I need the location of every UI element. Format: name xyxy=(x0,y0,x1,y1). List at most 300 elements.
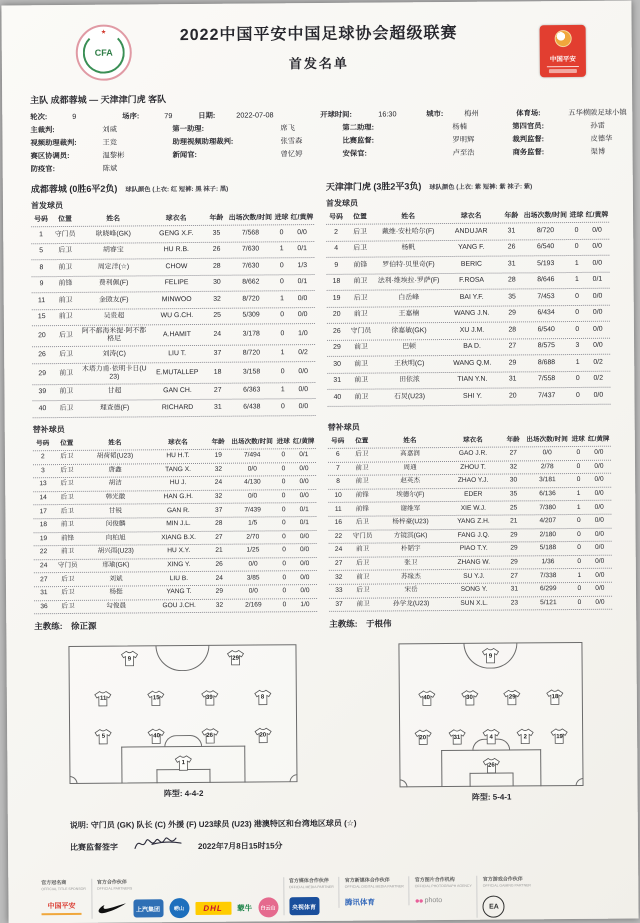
player-cell: 杨梓豪(U23) xyxy=(392,518,429,526)
player-cell: 木塔力甫·依明卡日(U23) xyxy=(81,364,147,381)
info-label: 新闻官: xyxy=(172,149,197,160)
info-value: 温黎彬 xyxy=(102,150,125,160)
player-cell: 后卫 xyxy=(61,602,75,610)
player-cell: 27 xyxy=(509,449,517,457)
player-cell: 8/720 xyxy=(242,349,261,357)
player-cell: 0/0 xyxy=(297,228,307,236)
shirt-number: 18 xyxy=(551,694,559,701)
sponsor-logos xyxy=(97,897,278,918)
player-cell: 前卫 xyxy=(353,310,368,318)
player-cell: 胡睿宝 xyxy=(103,246,124,254)
player-cell: YANG F. xyxy=(458,243,485,252)
baiyunshan-logo-icon: 白云山 xyxy=(258,897,278,917)
signature-datetime: 2022年7月8日15时15分 xyxy=(197,840,283,851)
player-cell: SONG Y. xyxy=(460,585,488,594)
player-cell: 7/439 xyxy=(244,506,261,514)
player-cell: 0 xyxy=(577,558,582,566)
player-cell: 1/3 xyxy=(297,261,308,269)
player-cell: 8/688 xyxy=(537,358,556,367)
player-cell: 0/0 xyxy=(594,530,605,538)
info-label: 第一助理: xyxy=(172,123,205,134)
info-label: 比赛监督: xyxy=(342,135,375,145)
player-cell: 0/0 xyxy=(592,243,603,251)
player-cell: 0/0 xyxy=(248,587,258,595)
sponsor-group-title: 官方媒体合作伙伴 xyxy=(288,878,329,885)
home-team-colors: 球队颜色 (上衣: 红 短裤: 黑 袜子: 黑) xyxy=(125,185,229,194)
player-cell: 0/0 xyxy=(247,492,258,500)
sponsor-group-title: 官方图片合作机构 xyxy=(414,877,455,884)
player-shirt xyxy=(148,728,166,744)
player-cell: 0/1 xyxy=(299,519,309,527)
info-value: 卢至浩 xyxy=(452,147,475,157)
player-cell: 0/0 xyxy=(593,325,603,333)
player-cell: 0 xyxy=(576,517,581,525)
player-cell: 埃德尔(F) xyxy=(396,491,425,499)
home-coach-label: 主教练: xyxy=(34,621,63,632)
player-cell: 20 xyxy=(332,311,341,319)
player-cell: 0/0 xyxy=(594,476,604,484)
player-shirt xyxy=(482,729,500,745)
player-cell: ZHOU T. xyxy=(460,463,486,471)
player-cell: 0 xyxy=(575,292,580,300)
player-cell: 8/720 xyxy=(242,295,260,303)
player-cell: 勾俊晨 xyxy=(106,602,127,610)
sponsor-group-subtitle: OFFICIAL DIGITAL MEDIA PARTNER xyxy=(344,884,404,889)
sponsor-group-title: 官方冠名商 xyxy=(41,880,67,887)
signature-row xyxy=(70,835,614,855)
player-cell: 徐嘉敏(GK) xyxy=(391,326,427,335)
player-cell: 0/0 xyxy=(592,292,603,300)
icphoto-text: photo xyxy=(424,897,443,905)
player-cell: 20 xyxy=(38,332,46,340)
player-cell: 胡洁 xyxy=(108,480,122,488)
player-cell: 1/0 xyxy=(300,600,310,608)
player-cell: 0/0 xyxy=(594,517,604,525)
info-value: 渠博 xyxy=(590,146,606,156)
player-cell: 16 xyxy=(334,519,343,527)
player-cell: HU R.B. xyxy=(163,246,189,254)
saic-logo-icon: 上汽集团 xyxy=(133,899,163,917)
player-cell: 5/121 xyxy=(540,598,557,607)
player-cell: GOU J.CH. xyxy=(162,601,196,610)
player-cell: 0/1 xyxy=(299,451,309,459)
tencent-logo-icon: 腾讯体育 xyxy=(344,897,375,907)
player-cell: 10 xyxy=(334,491,342,499)
column-header: 球衣名 xyxy=(462,436,483,444)
player-cell: 30 xyxy=(333,360,341,368)
player-cell: 26 xyxy=(507,243,516,251)
player-cell: 前卫 xyxy=(356,546,370,554)
player-cell: 0 xyxy=(281,451,286,459)
player-cell: 31 xyxy=(333,377,342,385)
player-shirt xyxy=(147,690,165,706)
player-cell: 0/0 xyxy=(542,449,552,457)
player-cell: 2 xyxy=(334,228,339,236)
player-cell: 后卫 xyxy=(59,350,74,358)
player-cell: 0 xyxy=(575,391,580,399)
info-label: 视频助理裁判: xyxy=(30,137,77,148)
player-cell: 杨帆 xyxy=(401,244,416,252)
player-cell: 罗伯特·贝里奇(F) xyxy=(382,260,435,269)
player-cell: 0 xyxy=(577,530,581,538)
sponsor-group-subtitle: OFFICIAL GAMING PARTNER xyxy=(482,883,531,888)
player-cell: 0 xyxy=(575,309,580,317)
player-shirt xyxy=(94,728,112,744)
player-cell: 0 xyxy=(282,533,286,541)
formation-row xyxy=(77,689,290,707)
player-cell: 6/363 xyxy=(243,386,261,394)
player-cell: 吴贵超 xyxy=(103,312,125,320)
column-header: 姓名 xyxy=(106,215,121,223)
cfa-logo xyxy=(76,24,132,80)
player-cell: 前锋 xyxy=(355,505,369,513)
shirt-number: 30 xyxy=(466,694,473,701)
player-cell: 31 xyxy=(508,375,517,383)
player-cell: 9 xyxy=(39,280,44,288)
home-subs-table xyxy=(33,435,317,614)
player-cell: 7/568 xyxy=(241,229,260,237)
player-cell: 后卫 xyxy=(355,450,369,459)
player-cell: 甘锐 xyxy=(108,507,123,515)
player-cell: 周定洋(☆) xyxy=(97,263,130,271)
player-cell: WU G.CH. xyxy=(160,312,194,320)
formation-row xyxy=(406,757,577,774)
player-cell: 35 xyxy=(508,293,516,301)
player-cell: 后卫 xyxy=(59,331,73,340)
shirt-number: 29 xyxy=(232,655,240,662)
player-cell: 32 xyxy=(215,601,224,609)
player-cell: 6 xyxy=(335,451,340,459)
player-shirt xyxy=(418,690,436,706)
player-cell: 后卫 xyxy=(355,518,370,526)
player-cell: 0 xyxy=(577,598,582,606)
player-cell: 19 xyxy=(332,294,341,302)
player-cell: EDER xyxy=(464,490,483,498)
player-cell: 29 xyxy=(510,558,518,566)
player-cell: 王嘉楠 xyxy=(398,310,420,318)
player-cell: 40 xyxy=(333,393,342,401)
column-header: 出场次数/时间 xyxy=(523,211,567,219)
player-cell: 0 xyxy=(281,465,286,473)
info-value: 79 xyxy=(164,111,173,121)
player-cell: 5 xyxy=(39,247,44,255)
player-row xyxy=(32,362,315,385)
player-cell: F.ROSA xyxy=(459,276,485,285)
player-cell: 0/0 xyxy=(299,532,310,541)
shirt-number: 29 xyxy=(508,694,516,701)
player-cell: 31 xyxy=(507,260,516,268)
home-subs-label: 替补球员 xyxy=(32,425,65,435)
player-cell: 闵俊麟 xyxy=(105,520,126,528)
home-starters-label: 首发球员 xyxy=(30,201,64,211)
shirt-number: 2 xyxy=(523,734,528,741)
player-cell: 前卫 xyxy=(355,478,369,486)
player-cell: 27 xyxy=(508,342,517,350)
info-label: 开球时间: xyxy=(320,109,352,119)
player-cell: 前锋 xyxy=(355,491,369,499)
formation-row xyxy=(76,649,289,667)
away-subs-label: 替补球员 xyxy=(327,422,360,432)
player-cell: ANDUJAR xyxy=(454,227,488,235)
column-header: 进球 xyxy=(276,437,290,445)
player-cell: 7/630 xyxy=(241,245,260,253)
page-title: 2022中国平安中国足球协会超级联赛 xyxy=(179,24,458,45)
player-cell: 1 xyxy=(575,276,579,284)
player-shirt xyxy=(120,651,138,667)
info-label: 体育场: xyxy=(516,108,541,118)
shirt-number: 8 xyxy=(260,694,265,701)
column-header: 红/黄牌 xyxy=(585,211,609,219)
sponsor-group xyxy=(477,875,536,917)
player-cell: 28 xyxy=(212,262,221,270)
player-cell: 0/0 xyxy=(299,464,309,473)
player-cell: 金敃友(F) xyxy=(98,296,129,304)
shirt-number: 4 xyxy=(489,734,493,741)
player-cell: 3/181 xyxy=(539,476,556,484)
formation-row xyxy=(406,728,577,745)
player-cell: 宋岳 xyxy=(404,586,418,594)
player-cell: 0/1 xyxy=(297,278,308,286)
player-cell: 29 xyxy=(333,344,341,352)
player-cell: 后卫 xyxy=(61,575,75,583)
info-label: 城市: xyxy=(426,109,444,119)
player-shirt xyxy=(94,690,112,706)
player-cell: 30 xyxy=(213,279,221,287)
info-value: 五华横陂足球小镇 xyxy=(568,107,627,118)
player-cell: 王秋明(C) xyxy=(394,359,425,368)
info-value: 陈斌 xyxy=(102,163,118,173)
player-cell: 26 xyxy=(215,560,223,568)
player-cell: 29 xyxy=(215,588,224,596)
player-cell: 9 xyxy=(334,261,339,269)
player-cell: 29 xyxy=(38,369,47,377)
column-header: 进球 xyxy=(569,211,584,219)
player-cell: 韩光徽 xyxy=(105,493,126,501)
sponsor-group xyxy=(91,877,283,919)
player-cell: GAN CH. xyxy=(163,387,192,395)
player-cell: 0/0 xyxy=(248,560,258,568)
player-cell: SUN X.L. xyxy=(460,599,488,607)
player-cell: 前锋 xyxy=(353,261,368,269)
column-header: 出场次数/时间 xyxy=(526,435,568,443)
info-label: 防疫官: xyxy=(30,164,56,174)
sponsor-group-subtitle: OFFICIAL PHOTOGRAPH AGENCY xyxy=(414,883,472,889)
player-cell: 后卫 xyxy=(60,507,74,515)
player-cell: 0 xyxy=(282,587,287,595)
player-cell: 0 xyxy=(576,462,581,470)
player-cell: 前卫 xyxy=(355,464,369,472)
player-cell: 1 xyxy=(574,259,579,267)
player-cell: 0 xyxy=(577,585,582,593)
shirt-number: 19 xyxy=(556,733,563,740)
column-header: 年龄 xyxy=(504,211,519,220)
player-cell: 赵英杰 xyxy=(400,477,421,485)
player-cell: 15 xyxy=(37,313,46,321)
shirt-number: 20 xyxy=(259,732,267,739)
player-row xyxy=(34,599,317,615)
column-header: 出场次数/时间 xyxy=(228,213,272,222)
player-cell: 22 xyxy=(39,548,48,556)
player-cell: 19 xyxy=(39,535,48,543)
cfa-logo-text: CFA xyxy=(94,47,113,58)
icphoto-logo-icon xyxy=(415,896,442,905)
away-coach-label: 主教练: xyxy=(329,618,358,630)
player-cell: 3 xyxy=(575,342,580,350)
player-cell: 法利·维埃拉·罗萨(F) xyxy=(377,277,440,285)
column-header: 姓名 xyxy=(401,212,416,220)
player-cell: 0/0 xyxy=(299,478,309,486)
player-cell: 胡荷韬(U23) xyxy=(96,452,134,461)
pingan-badge-text: 中国平安 xyxy=(549,55,576,64)
player-cell: 7/494 xyxy=(243,451,261,459)
player-shirt xyxy=(254,727,272,743)
nike-logo-icon xyxy=(97,903,127,915)
player-cell: 前卫 xyxy=(58,296,73,304)
player-shirt xyxy=(481,648,499,664)
player-cell: 8 xyxy=(336,478,340,486)
player-cell: 3/158 xyxy=(242,367,261,376)
player-cell: 27 xyxy=(213,387,222,395)
player-cell: HU X.Y. xyxy=(167,547,191,555)
column-header: 姓名 xyxy=(403,436,417,444)
shirt-number: 26 xyxy=(488,762,495,769)
player-shirt xyxy=(174,755,192,771)
player-cell: 0/0 xyxy=(592,259,603,267)
player-cell: 0/0 xyxy=(297,294,308,302)
player-cell: GAN R. xyxy=(166,506,190,514)
player-cell: XING Y. xyxy=(167,561,191,569)
info-label: 商务监督: xyxy=(512,147,545,157)
player-cell: 前卫 xyxy=(356,573,370,581)
player-cell: LIU T. xyxy=(168,349,187,357)
player-cell: 0 xyxy=(280,278,284,286)
away-pitch-diagram xyxy=(398,642,583,787)
sponsor-group-subtitle: OFFICIAL TITLE SPONSOR xyxy=(41,886,86,892)
match-info xyxy=(30,106,627,176)
signature-label: 比赛监督签字 xyxy=(69,842,119,852)
column-header: 红/黄牌 xyxy=(290,213,314,221)
player-shirt xyxy=(227,650,245,666)
player-cell: 19 xyxy=(214,452,222,460)
away-starters-label: 首发球员 xyxy=(325,198,359,208)
info-value: 2022-07-08 xyxy=(236,110,274,120)
player-cell: 0/0 xyxy=(594,462,604,470)
player-cell: 0 xyxy=(575,375,580,383)
sponsor-group xyxy=(409,876,477,906)
player-cell: 0/0 xyxy=(593,342,603,350)
player-cell: 0 xyxy=(282,601,287,609)
player-cell: 8/662 xyxy=(242,278,260,286)
player-shirt xyxy=(253,689,271,705)
player-cell: 0/0 xyxy=(300,587,310,595)
player-cell: GAO J.R. xyxy=(458,449,488,458)
player-cell: 29 xyxy=(508,359,517,367)
player-cell: 1/25 xyxy=(246,546,260,555)
player-cell: 前锋 xyxy=(58,280,73,288)
player-cell: 0/2 xyxy=(593,358,603,366)
laoshan-logo-icon: 崂山 xyxy=(169,898,189,918)
player-cell: 0/0 xyxy=(593,391,604,399)
player-cell: 1/36 xyxy=(541,558,555,566)
player-cell: 13 xyxy=(39,480,47,488)
player-cell: 0 xyxy=(576,449,581,457)
player-cell: 前卫 xyxy=(356,600,370,608)
player-cell: 2/180 xyxy=(539,531,557,539)
player-cell: 11 xyxy=(334,505,342,513)
player-cell: YANG T. xyxy=(166,588,192,596)
player-cell: 3/85 xyxy=(246,574,260,582)
player-cell: 周通 xyxy=(403,464,417,472)
away-team-header xyxy=(326,178,609,193)
shirt-number: 39 xyxy=(206,694,213,702)
player-cell: TANG X. xyxy=(165,465,192,474)
away-team-colors: 球队颜色 (上衣: 紫 短裤: 紫 袜子: 紫) xyxy=(429,183,533,192)
player-cell: 0/0 xyxy=(300,573,310,581)
player-cell: 前卫 xyxy=(59,369,74,377)
column-header: 年龄 xyxy=(211,438,225,446)
player-cell: 2/70 xyxy=(246,533,260,541)
player-cell: 28 xyxy=(215,520,223,528)
column-header: 位置 xyxy=(355,437,369,445)
player-cell: 21 xyxy=(215,547,223,555)
player-cell: 7/338 xyxy=(539,571,557,579)
home-coach-line xyxy=(34,618,317,632)
shirt-number: 9 xyxy=(488,653,493,660)
home-team-header xyxy=(31,180,314,195)
player-cell: TIAN Y.N. xyxy=(457,375,488,384)
info-label: 裁判监督: xyxy=(512,134,545,144)
player-cell: 2/169 xyxy=(245,601,262,609)
player-cell: 白岳峰 xyxy=(398,293,420,302)
player-cell: XIANG B.X. xyxy=(161,533,197,542)
player-cell: 后卫 xyxy=(61,589,75,597)
player-cell: 理查德(F) xyxy=(99,404,130,412)
player-cell: 8/646 xyxy=(537,276,555,284)
player-shirt xyxy=(546,689,564,705)
home-formation xyxy=(68,644,297,806)
home-pitch-diagram xyxy=(68,644,297,784)
ea-sports-logo-icon: EA xyxy=(483,896,505,918)
player-cell: 3 xyxy=(41,467,45,475)
column-header: 号码 xyxy=(329,213,343,221)
player-cell: 0 xyxy=(281,505,286,513)
away-coach-name: 于根伟 xyxy=(365,618,392,629)
player-cell: 0/0 xyxy=(592,309,603,317)
player-cell: 21 xyxy=(510,517,518,525)
column-header: 号码 xyxy=(331,437,345,445)
info-value: 孙雷 xyxy=(590,120,605,130)
player-cell: 0/0 xyxy=(595,557,605,565)
goal-box xyxy=(470,773,514,787)
player-cell: 0/0 xyxy=(298,402,309,410)
shirt-number: 31 xyxy=(453,734,461,741)
player-cell: 1 xyxy=(577,571,582,579)
player-cell: 石炅(U23) xyxy=(393,392,426,401)
home-formation-label: 阵型: 4-4-2 xyxy=(163,789,204,799)
player-cell: 6/540 xyxy=(536,243,555,251)
formation-row xyxy=(405,647,576,664)
player-cell: 0 xyxy=(281,492,286,500)
player-cell: 甘超 xyxy=(107,387,122,395)
sponsor-group xyxy=(283,877,339,915)
player-shirt xyxy=(201,728,219,744)
player-cell: 朴韬宇 xyxy=(400,545,421,553)
shirt-number: 40 xyxy=(153,733,160,740)
column-header: 位置 xyxy=(60,439,74,447)
info-label: 助理视频助理裁判: xyxy=(172,136,234,147)
player-row xyxy=(329,596,612,612)
player-cell: 后卫 xyxy=(58,247,73,255)
